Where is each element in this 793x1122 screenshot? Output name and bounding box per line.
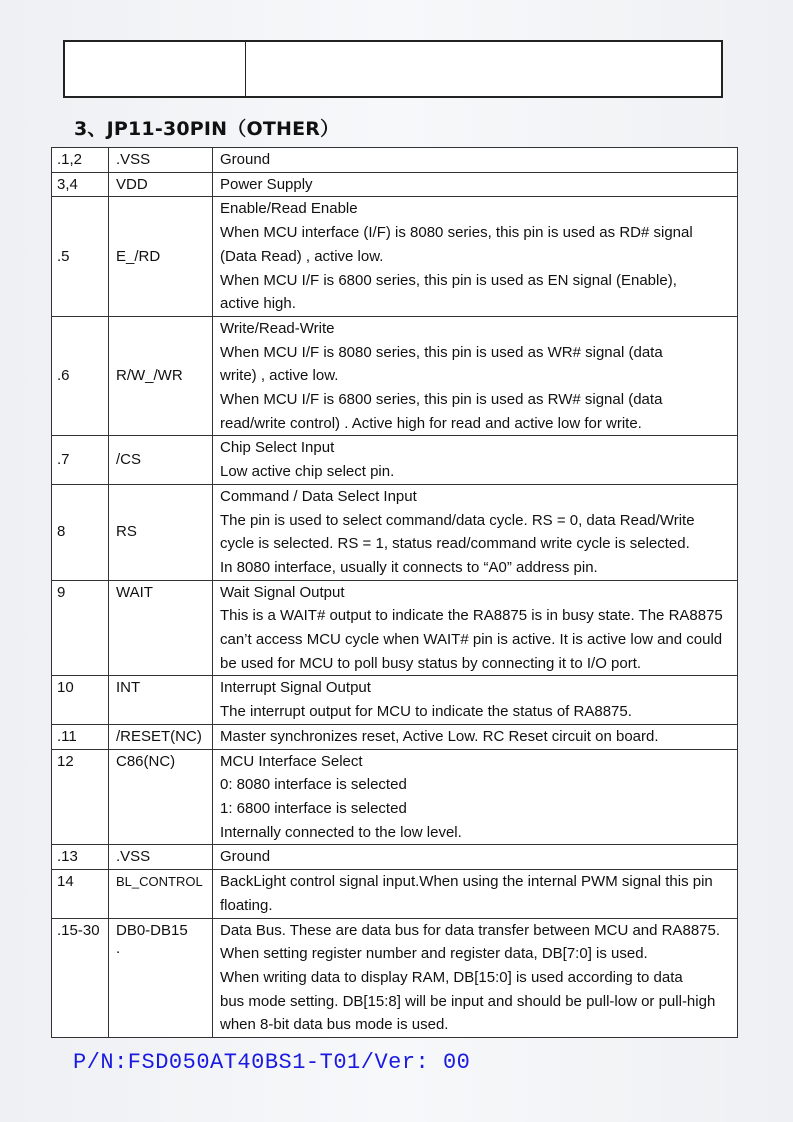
description-line: (Data Read) , active low. (220, 247, 384, 265)
description-line: floating. (220, 896, 273, 914)
description-line: BackLight control signal input.When using the internal PWM signal this pin (220, 873, 713, 891)
signal-name: RS (116, 523, 137, 541)
pin-row (52, 436, 738, 484)
previous-table-fragment (63, 40, 723, 98)
description-cell (213, 676, 738, 724)
signal-name-cell (109, 436, 213, 484)
signal-name-cell (109, 580, 213, 676)
signal-name-cell (109, 870, 213, 918)
description-line: This is a WAIT# output to indicate the RA8875 is in busy state. The RA8875 (220, 607, 723, 625)
pin-table (51, 147, 738, 1038)
pin-number-cell: .15-30 (52, 918, 109, 1038)
description-line: When MCU I/F is 6800 series, this pin is used as RW# signal (data (220, 391, 663, 409)
description-line: active high. (220, 295, 296, 313)
signal-name: VDD (116, 175, 148, 193)
signal-name: DB0-DB15 (116, 921, 188, 939)
description-line: Master synchronizes reset, Active Low. RC Reset circuit on board. (220, 727, 659, 745)
description-line: The pin is used to select command/data cycle. RS = 0, data Read/Write (220, 511, 695, 529)
description-cell (213, 172, 738, 197)
description-line: When writing data to display RAM, DB[15:0] is used according to data (220, 968, 683, 986)
description-line: When setting register number and register data, DB[7:0] is used. (220, 945, 648, 963)
description-line: Internally connected to the low level. (220, 823, 462, 841)
signal-name: C86(NC) (116, 752, 176, 770)
description-line: Low active chip select pin. (220, 463, 395, 481)
pin-number-cell: .6 (52, 316, 109, 436)
signal-name: .VSS (116, 848, 151, 866)
signal-name-cell (109, 676, 213, 724)
pin-number-cell: 14 (52, 870, 109, 918)
pin-number-cell: 9 (52, 580, 109, 676)
description-line: 1: 6800 interface is selected (220, 799, 407, 817)
previous-table-cell (246, 42, 721, 96)
signal-name-cell (109, 918, 213, 1038)
pin-row (52, 845, 738, 870)
description-line: Wait Signal Output (220, 583, 345, 601)
pin-number-cell: .7 (52, 436, 109, 484)
description-line: Enable/Read Enable (220, 200, 358, 218)
signal-name-cell (109, 484, 213, 580)
pin-row (52, 676, 738, 724)
signal-name-cell (109, 197, 213, 317)
signal-name-cell (109, 724, 213, 749)
signal-name-cell (109, 845, 213, 870)
pin-number-cell: .1,2 (52, 148, 109, 173)
pin-row (52, 918, 738, 1038)
description-cell (213, 197, 738, 317)
description-line: Write/Read-Write (220, 319, 335, 337)
signal-name: .VSS (116, 151, 151, 168)
description-line: 0: 8080 interface is selected (220, 776, 407, 794)
description-cell (213, 580, 738, 676)
signal-name: INT (116, 679, 141, 697)
description-line: Ground (220, 848, 271, 866)
signal-name-cell (109, 172, 213, 197)
pin-row (52, 316, 738, 436)
description-line: When MCU I/F is 8080 series, this pin is used as WR# signal (data (220, 343, 663, 361)
pin-number-cell: .13 (52, 845, 109, 870)
pin-row (52, 484, 738, 580)
pin-number-cell: .5 (52, 197, 109, 317)
description-cell (213, 436, 738, 484)
signal-name-cell (109, 316, 213, 436)
description-line: can’t access MCU cycle when WAIT# pin is active. It is active low and could (220, 631, 723, 649)
description-line: be used for MCU to poll busy status by connecting it to I/O port. (220, 654, 642, 672)
signal-name: BL_CONTROL (116, 874, 203, 890)
description-cell (213, 845, 738, 870)
description-cell (213, 870, 738, 918)
signal-name: R/W_/WR (116, 367, 183, 385)
pin-row (52, 870, 738, 918)
description-cell (213, 316, 738, 436)
signal-name: E_/RD (116, 247, 161, 265)
signal-name-cell (109, 749, 213, 845)
description-line: when 8-bit data bus mode is used. (220, 1016, 449, 1034)
part-number-footer: P/N:FSD050AT40BS1-T01/Ver: 00 (73, 1050, 471, 1075)
pin-row (52, 724, 738, 749)
description-cell (213, 484, 738, 580)
pin-row (52, 148, 738, 173)
pin-number-cell: 8 (52, 484, 109, 580)
pin-number-cell: 3,4 (52, 172, 109, 197)
description-line: write) , active low. (220, 367, 339, 385)
signal-name-cell (109, 148, 213, 173)
description-cell (213, 918, 738, 1038)
pin-row (52, 172, 738, 197)
description-line: Command / Data Select Input (220, 487, 417, 505)
description-line: Ground (220, 151, 271, 168)
description-line: Interrupt Signal Output (220, 679, 371, 697)
previous-table-cell (65, 42, 246, 96)
description-line: Power Supply (220, 175, 313, 193)
signal-name: /CS (116, 451, 142, 469)
section-heading: 3、JP11-30PIN（OTHER） (74, 118, 340, 140)
description-line: The interrupt output for MCU to indicate the status of RA8875. (220, 703, 632, 721)
description-line: Data Bus. These are data bus for data transfer between MCU and RA8875. (220, 921, 721, 939)
description-cell (213, 749, 738, 845)
description-line: read/write control) . Active high for read and active low for write. (220, 414, 642, 432)
description-line: cycle is selected. RS = 1, status read/command write cycle is selected. (220, 535, 690, 553)
pin-number-cell: 10 (52, 676, 109, 724)
description-cell (213, 724, 738, 749)
pin-row (52, 580, 738, 676)
pin-number-cell: 12 (52, 749, 109, 845)
description-cell (213, 148, 738, 173)
pin-number-cell: .11 (52, 724, 109, 749)
signal-extra: . (116, 940, 121, 958)
signal-name: WAIT (116, 583, 153, 601)
description-line: In 8080 interface, usually it connects to “A0” address pin. (220, 558, 598, 576)
description-line: MCU Interface Select (220, 752, 363, 770)
description-line: Chip Select Input (220, 439, 335, 457)
description-line: When MCU I/F is 6800 series, this pin is used as EN signal (Enable), (220, 271, 677, 289)
pin-row (52, 749, 738, 845)
signal-name: /RESET(NC) (116, 727, 202, 745)
pin-row (52, 197, 738, 317)
description-line: bus mode setting. DB[15:8] will be input and should be pull-low or pull-high (220, 992, 716, 1010)
description-line: When MCU interface (I/F) is 8080 series, this pin is used as RD# signal (220, 224, 693, 242)
